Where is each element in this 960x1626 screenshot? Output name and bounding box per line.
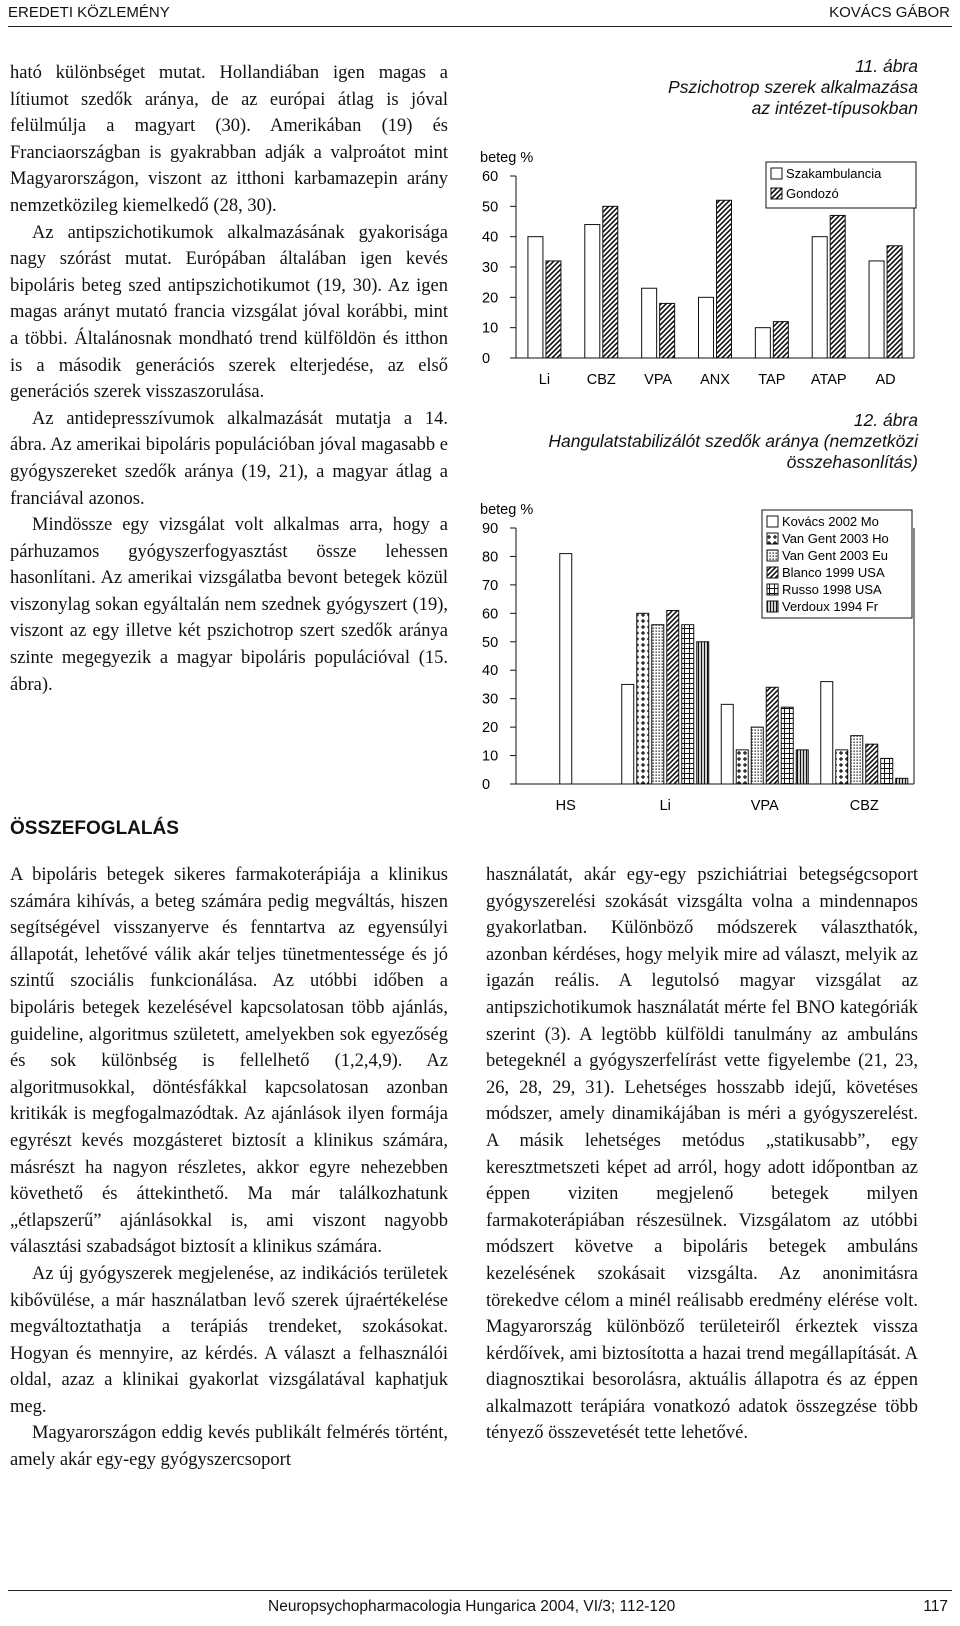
y-tick-label: 20 [482,290,499,307]
legend-entry: Kovács 2002 Mo [782,514,879,529]
figure-11-chart [472,128,932,400]
running-header-right: KOVÁCS GÁBOR [829,4,950,21]
y-tick-label: 70 [482,577,499,594]
figure-12-chart [472,486,932,834]
summary-paragraph: Magyarországon eddig kevés publikált felmérés történt, amely akár egy-egy gyógyszercsoport [10,1423,448,1471]
bar-ad-series-1 [869,261,884,358]
bar-tap-series-2 [773,322,788,358]
bar-cbz-series-2 [603,206,618,358]
bar-li-series-3 [652,625,664,784]
y-tick-label: 0 [482,777,491,793]
y-tick-label: 80 [482,549,499,566]
x-tick-label: HS [555,798,576,814]
y-tick-label: 60 [482,606,499,623]
legend-swatch [771,188,782,199]
bar-atap-series-2 [830,215,845,358]
bar-cbz-series-6 [896,778,908,784]
bar-vpa-series-3 [751,727,763,784]
header-rule [8,26,952,27]
figure-12-title-line: Hangulatstabilizálót szedők aránya (nemzetközi [548,431,918,451]
body-paragraph: használatát, akár egy-egy pszichiátriai betegségcsoport gyógyszerelési szokását vizsgálta volna a mindennapos gyakorlatban. Különböző módszerek választhatók, azonban kérdéses, hogy melyik mire ad választ, melyik az igazán reális. A legutolsó magyar vizsgálat az antipszichotikumok használatát mérte fel BNO kategóriák szerint (3). A legtöbb külföldi tanulmány az ambuláns betegeknél a gyógyszerfelírást vette figyelembe (21, 23, 26, 28, 29, 31). Lehetséges hosszabb idejű, követéses módszer, amely dinamikájában is méri a gyógyszerelést. A másik lehetséges metódus „statikusabb”, egy keresztmetszeti képet ad arról, hogy adott időpontban az éppen viziten megjelenő betegek milyen farmakoterápiában részesülnek. Vizsgálatom az utóbbi módszert követve a bipoláris betegek ambuláns kezelésének szokásait vizsgálta. Az anonimitásra törekedve célom a minél reálisabb eredmény elérése volt. Magyarország különböző területeiről érkeztek vissza kérdőívek, ami biztosította a hazai trend megállapítását. A diagnosztikai besorolásra, aktuális állapotra és az éppen alkalmazott terápiára vonatkozó adatok összegzése több tényező összevetését tette lehetővé. [486,865,918,1444]
figure-11-title-line: Pszichotrop szerek alkalmazása [668,77,918,97]
bar-li-series-2 [546,261,561,358]
figure-11-label: 11. ábra [855,56,918,76]
bar-vpa-series-2 [660,303,675,358]
figure-11-title-line: az intézet-típusokban [751,98,918,118]
y-tick-label: 20 [482,720,499,737]
bar-hs-series-1 [560,554,572,784]
left-column-top [10,60,448,698]
legend-swatch [767,601,778,612]
y-tick-label: 30 [482,260,499,276]
body-paragraph: Az antidepresszívumok alkalmazását mutatja a 14. ábra. Az amerikai bipoláris populációban jóval magasabb e gyógyszereket szedők aránya (19, 21), a magyar átlag a franciával azonos. [10,408,448,509]
figure-12-label: 12. ábra [853,410,918,430]
bar-vpa-series-1 [721,704,733,784]
right-column-text [486,862,918,1447]
footer-rule [8,1590,952,1591]
legend-entry: Van Gent 2003 Eu [782,548,889,563]
legend-swatch [771,168,782,179]
y-tick-label: 10 [482,748,499,765]
bar-vpa-series-5 [781,707,793,784]
bar-li-series-1 [622,684,634,784]
x-tick-label: VPA [644,372,673,388]
bar-cbz-series-5 [881,758,893,784]
y-tick-label: 50 [482,199,499,216]
x-tick-label: Li [538,372,551,388]
bar-vpa-series-6 [796,750,808,784]
figure-12-title-line: összehasonlítás) [786,452,918,472]
bar-li-series-6 [697,642,709,784]
section-title: ÖSSZEFOGLALÁS [10,818,179,839]
y-tick-label: 90 [482,521,499,537]
y-axis-label: beteg % [480,502,534,518]
y-tick-label: 0 [482,351,491,367]
bar-ad-series-2 [887,246,902,358]
x-tick-label: ANX [700,372,730,388]
bar-cbz-series-1 [821,682,833,784]
figure-12-caption [548,410,918,473]
legend-swatch [767,550,778,561]
running-header-left: EREDETI KÖZLEMÉNY [8,4,170,21]
x-tick-label: VPA [750,798,779,814]
summary-paragraph: A bipoláris betegek sikeres farmakoterápiája a klinikus számára kihívás, a beteg számára pedig megváltás, hiszen segítségével visszanyerve és fenntartva az egyensúlyi állapotát, lehetővé válik akár teljes tünetmentessége és jó szintű szociális funkcionálása. Az utóbbi időben a bipoláris betegek kezelésével kapcsolatosan több ajánlás, guideline, algoritmus született, amelyekben sok egyezőség és sok különbség is fellelhető (1,2,4,9). Az algoritmusokkal, döntésfákkal kapcsolatosan azonban kritikák is megfogalmazódtak. Az ajánlások ilyen formája egyrészt kevés mozgásteret biztosít a klinikus számára, másrészt ha nagyon részletes, akkor egyre nehezebben követhető és áttekinthető. Ma már találkozhatunk „étlapszerű” ajánlásokkal is, ami viszont nagyobb választási szabadságot biztosít a klinikus számára. [10,865,448,1258]
x-tick-label: Li [659,798,671,814]
figure-11-caption [668,56,918,119]
legend-entry: Verdoux 1994 Fr [782,599,879,614]
y-tick-label: 10 [482,320,499,337]
bar-anx-series-1 [699,297,714,358]
legend-entry: Blanco 1999 USA [782,565,885,580]
bar-li-series-5 [682,625,694,784]
body-paragraph: ható különbséget mutat. Hollandiában igen magas a lítiumot szedők aránya, de az európai átlag is jóval felülmúlja a magyart (30). Amerikában (19) és Franciaországban is gyakrabban adják a valproátot mint Magyarországon, viszont az itthoni karbamazepin arány nemzetközileg kiemelkedő (28, 30). [10,63,448,216]
summary-paragraph: Az új gyógyszerek megjelenése, az indikációs területek kibővülése, a már használatban levő szerek újraértékelése megváltoztathatja a terápiás trendeket, szokásokat. Hogyan és mennyire, az kérdés. A választ a felhasználói oldal, azaz a klinikai gyakorlat vizsgálatával kaphatjuk meg. [10,1263,448,1417]
bar-cbz-series-1 [585,225,600,358]
bar-li-series-4 [667,610,679,784]
legend-entry: Gondozó [786,186,839,201]
y-axis-label: beteg % [480,150,534,166]
y-tick-label: 40 [482,663,499,680]
bar-anx-series-2 [717,200,732,358]
page-number: 117 [923,1598,948,1615]
legend-entry: Van Gent 2003 Ho [782,531,889,546]
bar-vpa-series-1 [642,288,657,358]
legend-swatch [767,584,778,595]
legend-entry: Szakambulancia [786,166,882,181]
body-paragraph: Az antipszichotikumok alkalmazásának gyakorisága nagy szórást mutat. Európában általában igen kevés bipoláris beteg szed antipszichotikumot (19, 30). Az igen magas arányt mutató francia vizsgálat jóval korábbi, mint a többi. Általánosnak mondható trend külföldön és itthon is a második generációs szerek elterjedése, az első generációs szerek visszaszorulása. [10,222,448,403]
y-tick-label: 40 [482,229,499,246]
x-tick-label: CBZ [849,798,879,814]
legend-swatch [767,567,778,578]
x-tick-label: TAP [758,372,786,388]
bar-cbz-series-2 [836,750,848,784]
legend-entry: Russo 1998 USA [782,582,882,597]
bar-atap-series-1 [812,237,827,358]
bar-cbz-series-4 [866,744,878,784]
y-tick-label: 60 [482,169,499,185]
x-tick-label: AD [875,372,896,388]
journal-citation: Neuropsychopharmacologia Hungarica 2004, VI/3; 112-120 [268,1598,676,1615]
bar-vpa-series-2 [736,750,748,784]
bar-tap-series-1 [755,328,770,358]
x-tick-label: ATAP [810,372,847,388]
bar-li-series-2 [637,613,649,784]
x-tick-label: CBZ [586,372,616,388]
legend-swatch [767,533,778,544]
bar-li-series-1 [528,237,543,358]
legend-swatch [767,516,778,527]
y-tick-label: 30 [482,691,499,708]
body-paragraph: Mindössze egy vizsgálat volt alkalmas arra, hogy a párhuzamos gyógyszerfogyasztást össze lehessen hasonlítani. Az amerikai vizsgálatba bevont betegek közül viszonylag sokan egyáltalán nem szednek gyógyszert (19), viszont az egy illetve két pszichotrop szert szedők aránya szinte megegyezik a magyar bipoláris populációval (15. ábra). [10,515,448,695]
bar-vpa-series-4 [766,687,778,784]
left-column-summary [10,862,448,1474]
y-tick-label: 50 [482,634,499,651]
bar-cbz-series-3 [851,736,863,784]
